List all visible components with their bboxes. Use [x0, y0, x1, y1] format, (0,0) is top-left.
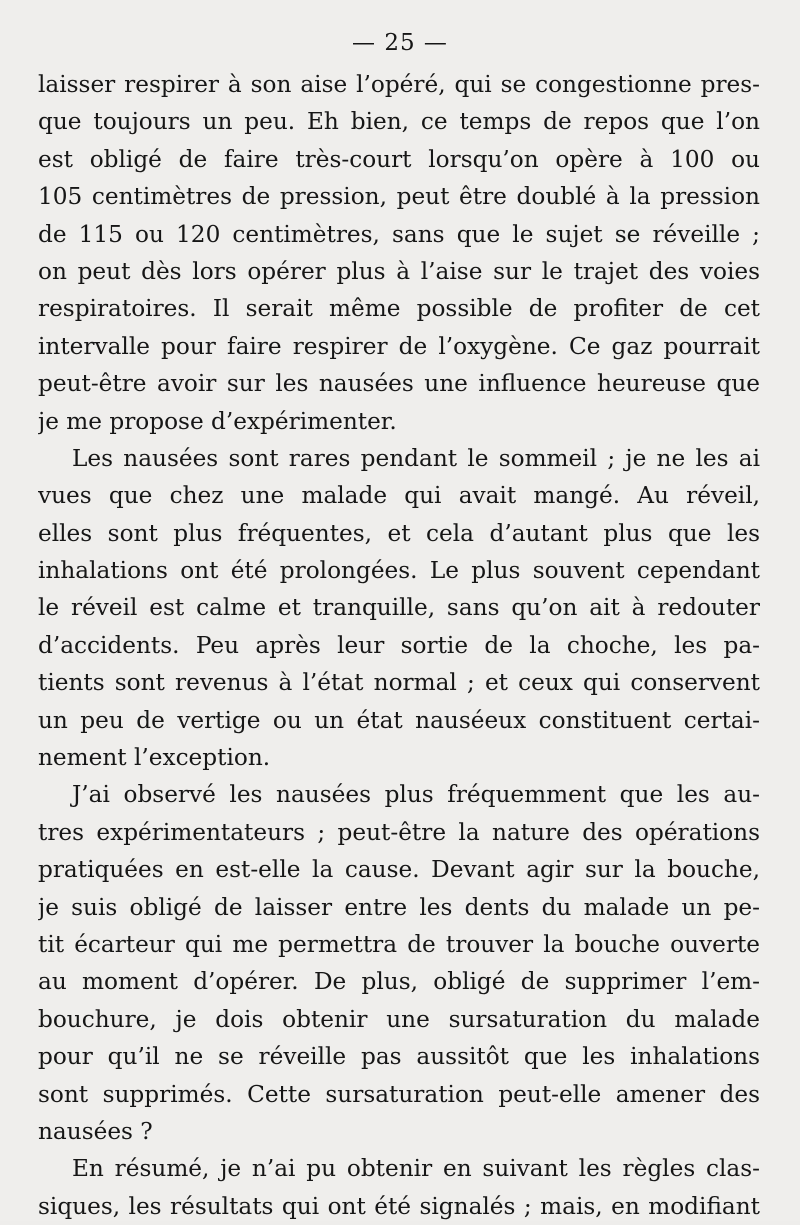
text-line: de 115 ou 120 centimètres, sans que le sujet se réveille ; [38, 220, 760, 248]
text-line: au moment d’opérer. De plus, obligé de supprimer l’em- [38, 968, 760, 996]
text-line: sont supprimés. Cette sursaturation peut-elle amener des [38, 1080, 760, 1108]
text-line: nement l’exception. [38, 744, 271, 772]
text-line: elles sont plus fréquentes, et cela d’autant plus que les [38, 519, 760, 547]
text-line: un peu de vertige ou un état nauséeux constituent certai- [38, 706, 760, 734]
page-number: — 25 — [352, 30, 448, 56]
text-line: tres expérimentateurs ; peut-être la nature des opérations [38, 818, 760, 846]
text-line: je suis obligé de laisser entre les dents du malade un pe- [38, 893, 760, 921]
text-line: est obligé de faire très-court lorsqu’on opère à 100 ou [38, 145, 760, 173]
text-line: 105 centimètres de pression, peut être doublé à la pression [38, 183, 760, 211]
body-text [38, 66, 760, 1225]
text-line: tit écarteur qui me permettra de trouver la bouche ouverte [38, 930, 760, 958]
text-line: En résumé, je n’ai pu obtenir en suivant les règles clas- [72, 1155, 760, 1183]
text-line: siques, les résultats qui ont été signalés ; mais, en modifiant [38, 1192, 760, 1220]
text-line: bouchure, je dois obtenir une sursaturation du malade [38, 1005, 760, 1033]
text-line: Les nausées sont rares pendant le sommeil ; je ne les ai [72, 444, 760, 472]
text-line: je me propose d’expérimenter. [38, 407, 397, 435]
text-line: inhalations ont été prolongées. Le plus souvent cependant [38, 557, 760, 585]
text-line: pratiquées en est-elle la cause. Devant agir sur la bouche, [38, 856, 760, 884]
text-line: peut-être avoir sur les nausées une influence heureuse que [38, 370, 760, 398]
text-line: nausées ? [38, 1117, 153, 1145]
text-line: intervalle pour faire respirer de l’oxygène. Ce gaz pourrait [38, 332, 760, 360]
text-line: le réveil est calme et tranquille, sans qu’on ait à redouter [38, 594, 760, 622]
text-line: pour qu’il ne se réveille pas aussitôt que les inhalations [38, 1043, 760, 1071]
text-line: d’accidents. Peu après leur sortie de la choche, les pa- [38, 631, 760, 659]
text-line: on peut dès lors opérer plus à l’aise sur le trajet des voies [38, 257, 760, 285]
text-line: tients sont revenus à l’état normal ; et ceux qui conservent [38, 669, 760, 697]
text-line: laisser respirer à son aise l’opéré, qui se congestionne pres- [38, 71, 760, 98]
text-line: respiratoires. Il serait même possible de profiter de cet [38, 295, 760, 323]
text-line: que toujours un peu. Eh bien, ce temps de repos que l’on [38, 108, 760, 136]
text-line: J’ai observé les nausées plus fréquemment que les au- [72, 781, 760, 809]
text-line: vues que chez une malade qui avait mangé. Au réveil, [38, 482, 760, 510]
